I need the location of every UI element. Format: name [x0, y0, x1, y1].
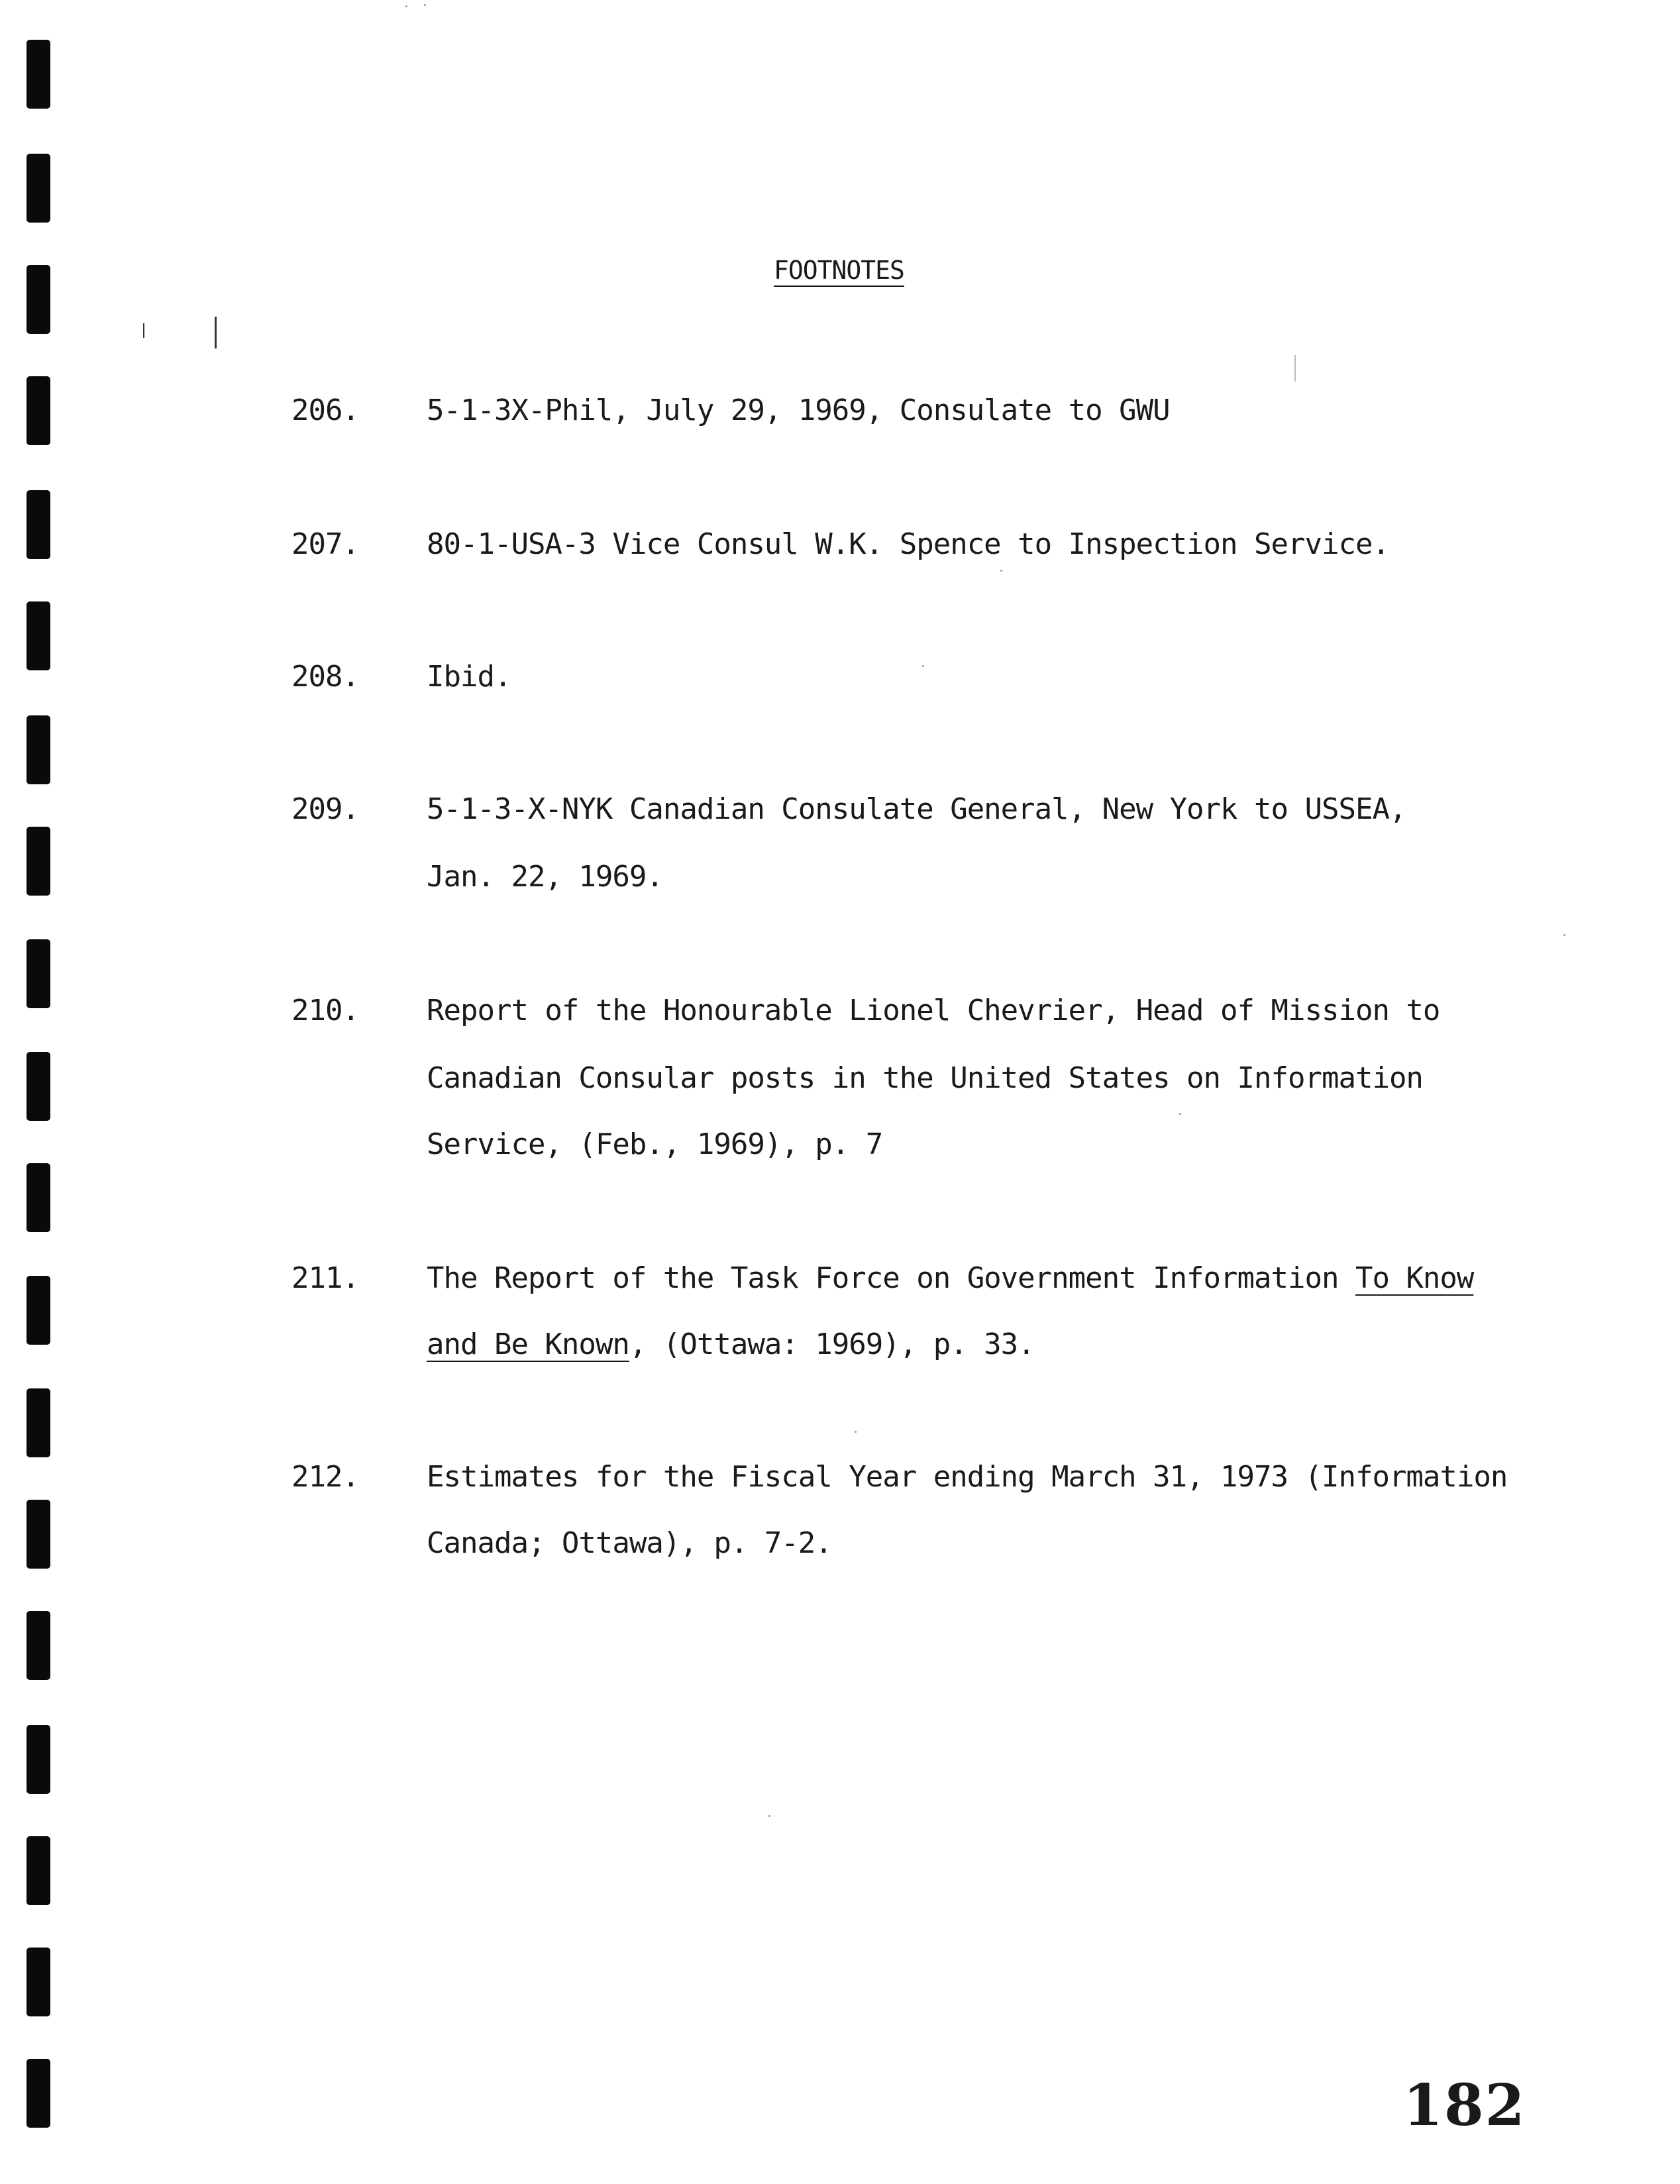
footnote-text: Canada; Ottawa), p. 7-2. [427, 1526, 832, 1560]
scan-speck [1179, 1113, 1181, 1115]
binding-bar [26, 154, 50, 223]
footnote-number: 207. [291, 527, 359, 561]
scan-speck [1563, 934, 1565, 936]
scan-mark [1294, 355, 1296, 382]
footnote-text: Jan. 22, 1969. [427, 860, 663, 894]
page-heading: FOOTNOTES [774, 256, 904, 285]
footnote-number: 206. [291, 393, 359, 427]
binding-bar [26, 827, 50, 896]
footnote-text: Estimates for the Fiscal Year ending March 31, 1973 (Information [427, 1460, 1508, 1494]
binding-bar [26, 376, 50, 445]
binding-bar [26, 265, 50, 334]
binding-bar [26, 715, 50, 784]
footnote-title-underlined: To Know [1355, 1261, 1474, 1295]
binding-bar [26, 939, 50, 1008]
footnote-number: 211. [291, 1261, 359, 1295]
scan-speck [768, 1815, 770, 1817]
binding-bar [26, 1388, 50, 1457]
footnote-text [427, 1327, 1035, 1361]
scan-speck [855, 1431, 857, 1433]
footnote-text [427, 1261, 1473, 1295]
footnote-number: 212. [291, 1460, 359, 1494]
footnote-text-part: , (Ottawa: 1969), p. 33. [629, 1327, 1035, 1361]
binding-bar [26, 490, 50, 559]
binding-bar [26, 1611, 50, 1680]
binding-bar [26, 40, 50, 109]
binding-bar [26, 1948, 50, 2016]
scan-speck [1000, 570, 1002, 572]
footnote-text: Canadian Consular posts in the United States on Information [427, 1061, 1423, 1095]
footnote-text: Service, (Feb., 1969), p. 7 [427, 1127, 883, 1161]
binding-bar [26, 1500, 50, 1569]
scan-mark [215, 317, 217, 348]
binding-bar [26, 1725, 50, 1794]
footnote-text: Ibid. [427, 660, 511, 694]
footnote-text-part: The Report of the Task Force on Government Information [427, 1261, 1355, 1295]
footnote-number: 209. [291, 792, 359, 826]
binding-bar [26, 1163, 50, 1232]
footnote-number: 208. [291, 660, 359, 694]
binding-bar [26, 1276, 50, 1345]
binding-bar [26, 601, 50, 670]
footnote-text: 5-1-3X-Phil, July 29, 1969, Consulate to GWU [427, 393, 1170, 427]
binding-bar [26, 2059, 50, 2128]
footnote-number: 210. [291, 994, 359, 1027]
binding-bar [26, 1836, 50, 1905]
binding-bar [26, 1052, 50, 1121]
scan-speck [424, 4, 426, 6]
scan-speck [405, 5, 407, 7]
footnote-text: 5-1-3-X-NYK Canadian Consulate General, New York to USSEA, [427, 792, 1406, 826]
scan-speck [922, 665, 924, 667]
footnote-title-underlined: and Be Known [427, 1327, 629, 1361]
footnote-text: 80-1-USA-3 Vice Consul W.K. Spence to Inspection Service. [427, 527, 1389, 561]
scan-mark [143, 323, 144, 338]
footnote-text: Report of the Honourable Lionel Chevrier, Head of Mission to [427, 994, 1440, 1027]
page-number: 182 [1403, 2072, 1526, 2139]
